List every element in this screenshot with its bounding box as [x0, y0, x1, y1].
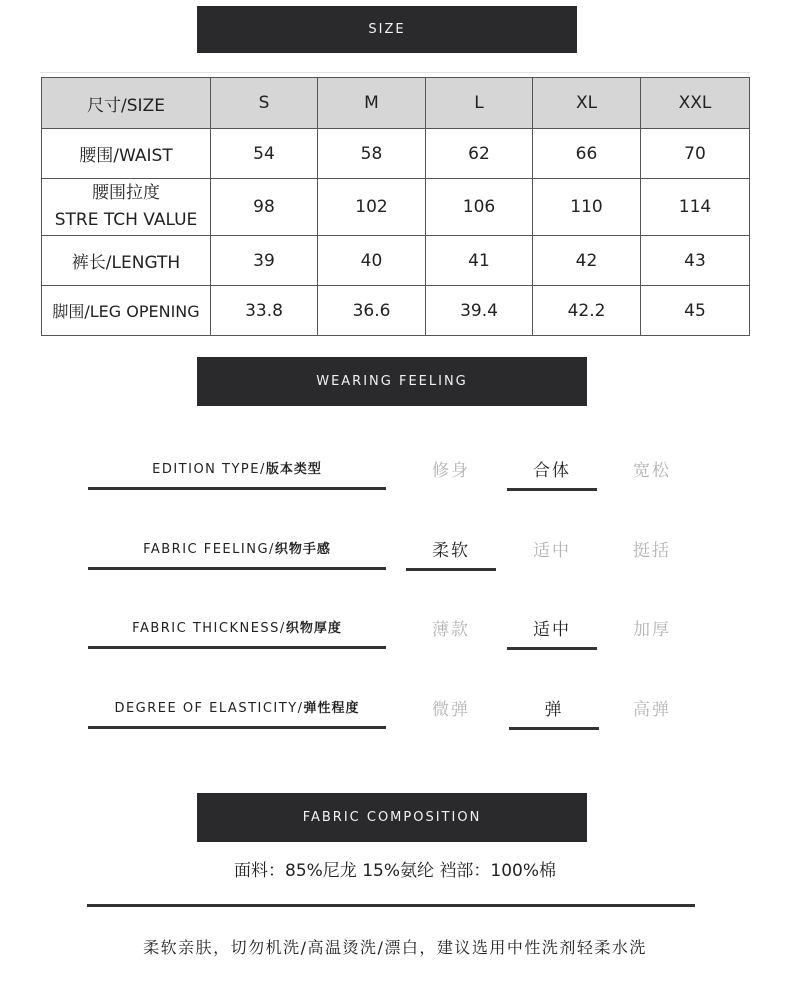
- care-instructions: 柔软亲肤，切勿机洗/高温烫洗/漂白，建议选用中性洗剂轻柔水洗: [143, 938, 647, 957]
- feeling-row-fabric-feeling: [0, 532, 790, 592]
- table-cell: 66: [533, 129, 641, 179]
- size-table: [41, 77, 750, 336]
- feeling-option: 合体: [507, 456, 597, 481]
- row-label-en: STRE TCH VALUE: [54, 210, 198, 230]
- bottom-divider: [87, 904, 695, 907]
- table-cell: 102: [318, 179, 426, 236]
- feeling-underline: [88, 646, 386, 649]
- table-cell: 98: [211, 179, 318, 236]
- table-cell: 106: [426, 179, 533, 236]
- feeling-row-fabric-thickness: [0, 611, 790, 671]
- feeling-option: 弹: [509, 695, 599, 720]
- feeling-option: 适中: [533, 541, 571, 561]
- feeling-label-cn: 织物手感: [274, 542, 331, 557]
- table-cell: 42.2: [533, 286, 641, 336]
- row-label: [42, 179, 211, 236]
- fabric-composition-banner-text: FABRIC COMPOSITION: [302, 810, 482, 825]
- table-cell: 58: [318, 129, 426, 179]
- feeling-underline: [88, 487, 386, 490]
- feeling-label-cn: 版本类型: [265, 462, 322, 477]
- feeling-option: 微弹: [432, 700, 470, 720]
- table-cell: 43: [641, 236, 750, 286]
- table-row-leg-opening: [42, 286, 750, 336]
- feeling-underline: [88, 567, 386, 570]
- size-banner: [197, 6, 577, 53]
- row-label: 裤长/LENGTH: [42, 236, 211, 286]
- table-cell: 45: [641, 286, 750, 336]
- table-cell: 40: [318, 236, 426, 286]
- row-label-cn: 腰围拉度: [92, 183, 160, 203]
- table-cell: 41: [426, 236, 533, 286]
- header-size-l: L: [426, 78, 533, 129]
- feeling-row-elasticity: [0, 691, 790, 751]
- feeling-label: [88, 697, 386, 716]
- table-cell: 114: [641, 179, 750, 236]
- size-table-header-row: [42, 78, 750, 129]
- feeling-label: [88, 538, 386, 557]
- header-size-xxl: XXL: [641, 78, 750, 129]
- table-row-stretch: [42, 179, 750, 236]
- table-cell: 70: [641, 129, 750, 179]
- feeling-option: 修身: [432, 461, 470, 481]
- feeling-option: 柔软: [406, 536, 496, 561]
- feeling-option: 适中: [507, 615, 597, 640]
- size-banner-text: SIZE: [368, 22, 406, 37]
- feeling-row-edition-type: [0, 452, 790, 512]
- table-cell: 36.6: [318, 286, 426, 336]
- composition-text: 面料：85%尼龙 15%氨纶 裆部：100%棉: [234, 861, 556, 881]
- table-row-length: [42, 236, 750, 286]
- feeling-label-cn: 弹性程度: [303, 701, 360, 716]
- row-label: 脚围/LEG OPENING: [42, 286, 211, 336]
- feeling-label: [88, 617, 386, 636]
- wearing-feeling-banner: [197, 357, 587, 406]
- table-cell: 110: [533, 179, 641, 236]
- feeling-label: [88, 458, 386, 477]
- divider: [40, 72, 750, 73]
- feeling-label-cn: 织物厚度: [285, 621, 342, 636]
- table-cell: 42: [533, 236, 641, 286]
- feeling-option: 薄款: [432, 620, 470, 640]
- feeling-label-en: FABRIC FEELING/: [143, 542, 275, 557]
- feeling-label-en: FABRIC THICKNESS/: [132, 621, 286, 636]
- feeling-underline: [88, 726, 386, 729]
- fabric-composition-banner: [197, 793, 587, 842]
- feeling-label-en: DEGREE OF ELASTICITY/: [114, 701, 304, 716]
- feeling-label-en: EDITION TYPE/: [152, 462, 266, 477]
- table-cell: 54: [211, 129, 318, 179]
- table-cell: 33.8: [211, 286, 318, 336]
- row-label: 腰围/WAIST: [42, 129, 211, 179]
- header-size-m: M: [318, 78, 426, 129]
- table-row-waist: [42, 129, 750, 179]
- feeling-option: 挺括: [633, 541, 671, 561]
- header-size-xl: XL: [533, 78, 641, 129]
- table-cell: 39.4: [426, 286, 533, 336]
- feeling-option: 加厚: [633, 620, 671, 640]
- table-cell: 39: [211, 236, 318, 286]
- feeling-option: 高弹: [633, 700, 671, 720]
- wearing-feeling-banner-text: WEARING FEELING: [316, 374, 468, 389]
- table-cell: 62: [426, 129, 533, 179]
- feeling-option: 宽松: [633, 461, 671, 481]
- header-size-s: S: [211, 78, 318, 129]
- header-size-label: 尺寸/SIZE: [42, 78, 211, 129]
